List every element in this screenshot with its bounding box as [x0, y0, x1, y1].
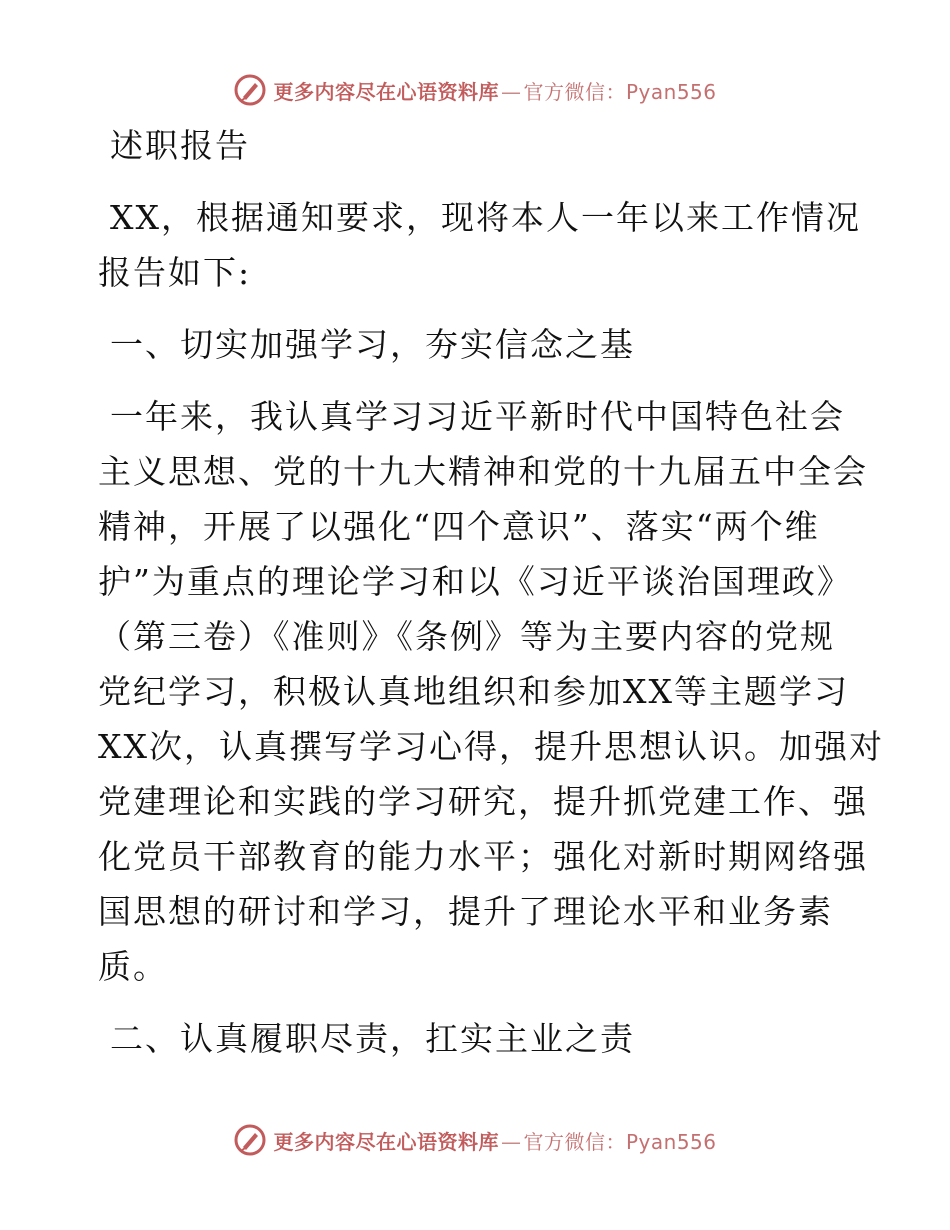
- document-title: 述职报告: [110, 126, 250, 165]
- banner-text: [273, 1126, 716, 1155]
- paragraph-line: 质。: [98, 947, 168, 986]
- paragraph-line: 主义思想、党的十九大精神和党的十九届五中全会: [98, 452, 868, 491]
- paragraph-line: 国思想的研讨和学习，提升了理论水平和业务素: [98, 892, 833, 931]
- footer-watermark-banner: [0, 1120, 950, 1160]
- banner-wechat-id: Pyan556: [625, 1129, 717, 1154]
- section2-heading: 二、认真履职尽责，扛实主业之责: [110, 1019, 635, 1058]
- banner-wechat-label: 官方微信：: [523, 79, 626, 104]
- paragraph-line: XX次，认真撰写学习心得，提升思想认识。加强对: [98, 727, 884, 766]
- pen-logo-icon: [233, 1123, 267, 1157]
- banner-text: [273, 76, 716, 105]
- banner-main-text: 更多内容尽在心语资料库: [273, 1129, 499, 1154]
- banner-main-text: 更多内容尽在心语资料库: [273, 79, 499, 104]
- document-body: [98, 118, 884, 1066]
- banner-separator: —: [500, 1129, 522, 1154]
- paragraph-line: 化党员干部教育的能力水平；强化对新时期网络强: [98, 837, 868, 876]
- section1-heading: 一、切实加强学习，夯实信念之基: [110, 325, 635, 364]
- header-watermark-banner: [0, 70, 950, 110]
- paragraph-line: 党建理论和实践的学习研究，提升抓党建工作、强: [98, 782, 868, 821]
- intro-line-1: XX，根据通知要求，现将本人一年以来工作情况: [110, 198, 861, 237]
- intro-line-2: 报告如下:: [98, 253, 252, 292]
- paragraph-line: 党纪学习，积极认真地组织和参加XX等主题学习: [98, 672, 849, 711]
- paragraph-line: 一年来，我认真学习习近平新时代中国特色社会: [110, 397, 845, 436]
- banner-wechat-label: 官方微信：: [523, 1129, 626, 1154]
- banner-separator: —: [500, 79, 522, 104]
- paragraph-line: 精神，开展了以强化“四个意识”、落实“两个维: [98, 507, 820, 546]
- paragraph-line: （第三卷）《准则》《条例》等为主要内容的党规: [98, 617, 835, 656]
- pen-logo-icon: [233, 73, 267, 107]
- paragraph-line: 护”为重点的理论学习和以《习近平谈治国理政》: [98, 562, 852, 601]
- banner-wechat-id: Pyan556: [625, 79, 717, 104]
